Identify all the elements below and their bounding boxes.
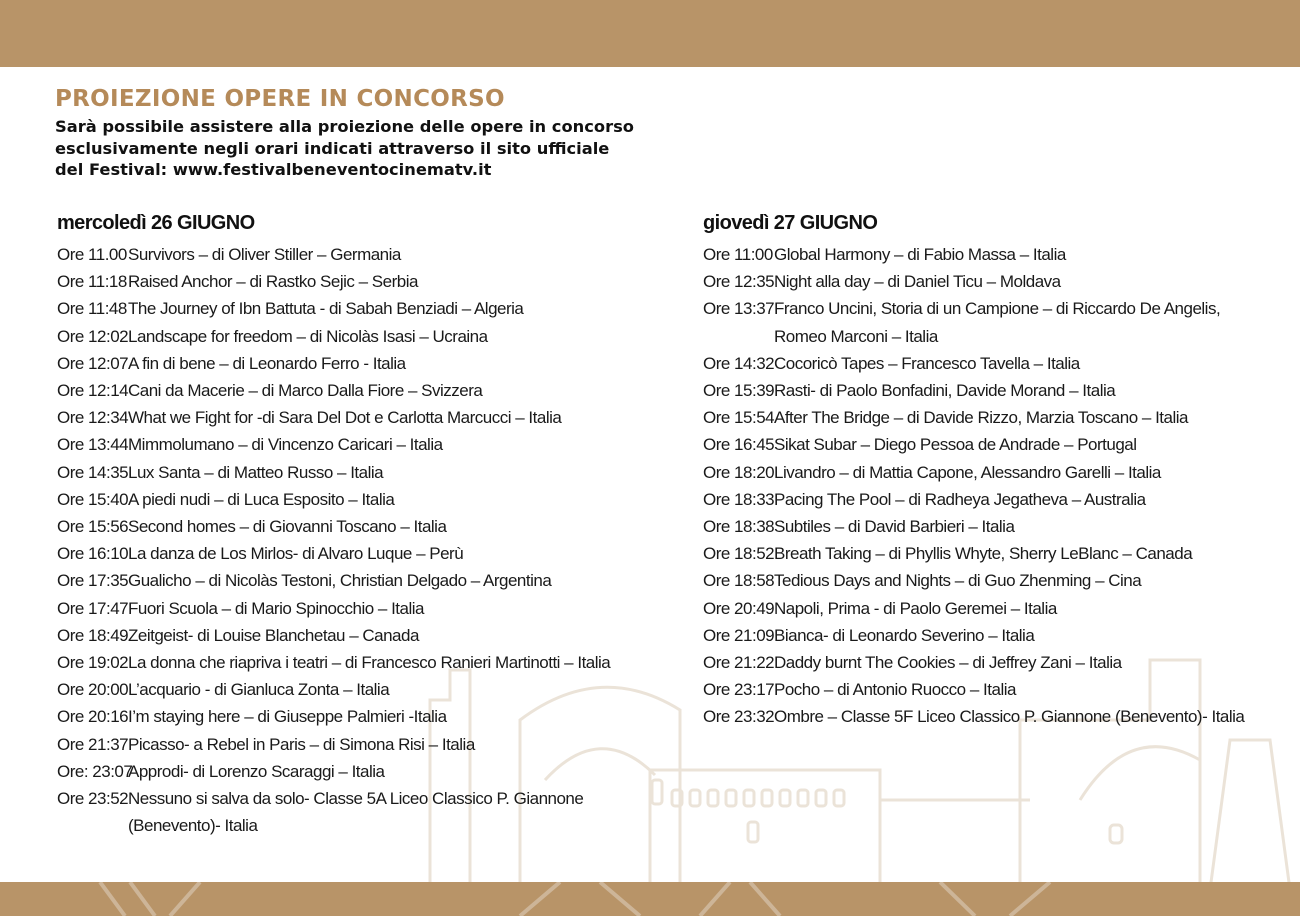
screening-time: Ore 23:17 <box>703 680 775 700</box>
schedule-row <box>57 649 657 676</box>
schedule-row <box>703 649 1263 676</box>
section-title: PROIEZIONE OPERE IN CONCORSO <box>55 86 505 112</box>
screening-time: Ore 11:48 <box>57 299 127 319</box>
screening-time: Ore 21:22 <box>703 653 775 673</box>
screening-time: Ore 11:00 <box>703 245 773 264</box>
screening-film: Pocho – di Antonio Ruocco – Italia <box>774 680 1016 700</box>
screening-film: La donna che riapriva i teatri – di Francesco Ranieri Martinotti – Italia <box>128 653 611 673</box>
screening-time: Ore 12:35 <box>703 272 775 292</box>
screening-film: Rasti- di Paolo Bonfadini, Davide Morand – Italia <box>774 381 1116 401</box>
day-title: mercoledì 26 GIUGNO <box>57 212 255 234</box>
screening-time: Ore 21:09 <box>703 625 775 645</box>
schedule-day-1 <box>57 210 657 839</box>
screening-film: Survivors – di Oliver Stiller – Germania <box>128 245 401 264</box>
schedule-row <box>57 295 657 322</box>
screening-time: Ore 12:34 <box>57 408 129 428</box>
screening-film: Mimmolumano – di Vincenzo Caricari – Italia <box>128 435 443 455</box>
screening-film: Ombre – Classe 5F Liceo Classico P. Giannone (Benevento)- Italia <box>774 707 1245 727</box>
screening-film: What we Fight for -di Sara Del Dot e Carlotta Marcucci – Italia <box>128 408 562 428</box>
schedule-row <box>703 241 1263 268</box>
screening-film: Night alla day – di Daniel Ticu – Moldava <box>774 272 1061 292</box>
screening-time: Ore 11.00 <box>57 245 127 264</box>
screening-time: Ore 14:32 <box>703 353 775 373</box>
top-band <box>0 0 1300 67</box>
schedule-row <box>703 404 1263 431</box>
schedule-row <box>703 540 1263 567</box>
screening-time: Ore 17:47 <box>57 598 129 618</box>
screening-time: Ore 11:18 <box>57 272 127 292</box>
schedule-row <box>703 703 1263 730</box>
screening-film: Global Harmony – di Fabio Massa – Italia <box>774 245 1066 264</box>
schedule-row <box>57 268 657 295</box>
schedule-row <box>57 241 657 268</box>
screening-time: Ore 12:14 <box>57 381 129 401</box>
intro-section <box>55 86 655 181</box>
screening-film: The Journey of Ibn Battuta - di Sabah Benziadi – Algeria <box>128 299 524 319</box>
screening-time: Ore 16:10 <box>57 544 129 564</box>
screening-film: Gualicho – di Nicolàs Testoni, Christian Delgado – Argentina <box>128 571 552 591</box>
schedule-row <box>703 622 1263 649</box>
screening-film: Picasso- a Rebel in Paris – di Simona Risi – Italia <box>128 734 475 754</box>
schedule-row <box>703 676 1263 703</box>
screening-time: Ore 16:45 <box>703 435 775 455</box>
screening-time: Ore 23:32 <box>703 707 775 727</box>
intro-line: Sarà possibile assistere alla proiezione delle opere in concorso <box>55 117 634 136</box>
screening-time: Ore 18:58 <box>703 571 775 591</box>
screening-time: Ore 18:33 <box>703 489 775 509</box>
screening-time: Ore 18:52 <box>703 544 775 564</box>
schedule-row <box>703 513 1263 540</box>
screening-film: Tedious Days and Nights – di Guo Zhenming – Cina <box>774 571 1142 591</box>
screening-film: Livandro – di Mattia Capone, Alessandro Garelli – Italia <box>774 462 1161 482</box>
schedule-row <box>57 567 657 594</box>
schedule-day-2 <box>703 210 1263 731</box>
schedule-row <box>57 676 657 703</box>
screening-film: Approdi- di Lorenzo Scaraggi – Italia <box>128 761 385 781</box>
screening-film: Second homes – di Giovanni Toscano – Italia <box>128 517 447 537</box>
schedule-row <box>57 404 657 431</box>
screening-film: Sikat Subar – Diego Pessoa de Andrade – Portugal <box>774 435 1137 455</box>
screening-time: Ore 18:49 <box>57 625 129 645</box>
schedule-row <box>57 323 657 350</box>
schedule-row <box>57 377 657 404</box>
screening-time: Ore: 23:07 <box>57 761 133 781</box>
schedule-row <box>703 595 1263 622</box>
screening-time: Ore 15:39 <box>703 381 775 401</box>
schedule-row <box>703 295 1263 349</box>
screening-time: Ore 20:16 <box>57 707 129 727</box>
schedule-row <box>57 513 657 540</box>
screening-film: Franco Uncini, Storia di un Campione – di Riccardo De Angelis, Romeo Marconi – Italia <box>774 299 1221 346</box>
screening-time: Ore 12:07 <box>57 353 129 373</box>
screening-film: A piedi nudi – di Luca Esposito – Italia <box>128 489 395 509</box>
screening-film: A fin di bene – di Leonardo Ferro - Italia <box>128 353 406 373</box>
screening-time: Ore 15:40 <box>57 489 129 509</box>
schedule-row <box>703 431 1263 458</box>
bottom-pattern <box>0 882 1300 916</box>
screening-time: Ore 20:49 <box>703 598 775 618</box>
screening-time: Ore 15:56 <box>57 517 129 537</box>
intro-text <box>55 116 655 181</box>
schedule-list <box>57 241 657 839</box>
schedule-row <box>703 377 1263 404</box>
screening-film: Bianca- di Leonardo Severino – Italia <box>774 625 1035 645</box>
screening-time: Ore 12:02 <box>57 326 129 346</box>
screening-film: Lux Santa – di Matteo Russo – Italia <box>128 462 384 482</box>
schedule-row <box>57 595 657 622</box>
screening-film: Nessuno si salva da solo- Classe 5A Liceo Classico P. Giannone (Benevento)- Italia <box>128 789 584 836</box>
screening-film: Napoli, Prima - di Paolo Geremei – Italia <box>774 598 1057 618</box>
schedule-row <box>57 622 657 649</box>
schedule-list <box>703 241 1263 731</box>
screening-film: Raised Anchor – di Rastko Sejic – Serbia <box>128 272 418 292</box>
screening-film: I’m staying here – di Giuseppe Palmieri -Italia <box>128 707 447 727</box>
schedule-row <box>57 540 657 567</box>
screening-film: Cocoricò Tapes – Francesco Tavella – Italia <box>774 353 1080 373</box>
screening-time: Ore 21:37 <box>57 734 129 754</box>
bottom-band <box>0 882 1300 916</box>
screening-time: Ore 18:38 <box>703 517 775 537</box>
screening-time: Ore 18:20 <box>703 462 775 482</box>
screening-film: L’acquario - di Gianluca Zonta – Italia <box>128 680 390 700</box>
screening-time: Ore 14:35 <box>57 462 129 482</box>
screening-time: Ore 23:52 <box>57 789 129 809</box>
screening-time: Ore 19:02 <box>57 653 129 673</box>
schedule-row <box>57 431 657 458</box>
schedule-row <box>703 567 1263 594</box>
schedule-row <box>703 350 1263 377</box>
schedule-row <box>57 486 657 513</box>
schedule-row <box>703 268 1263 295</box>
schedule-row <box>57 459 657 486</box>
screening-film: Zeitgeist- di Louise Blanchetau – Canada <box>128 625 419 645</box>
intro-line: esclusivamente negli orari indicati attraverso il sito ufficiale <box>55 138 610 158</box>
screening-film: Landscape for freedom – di Nicolàs Isasi – Ucraina <box>128 326 488 346</box>
screening-film: Subtiles – di David Barbieri – Italia <box>774 517 1015 537</box>
screening-film: Daddy burnt The Cookies – di Jeffrey Zani – Italia <box>774 653 1122 673</box>
schedule-row <box>57 731 657 758</box>
schedule-row <box>703 459 1263 486</box>
screening-film: Cani da Macerie – di Marco Dalla Fiore – Svizzera <box>128 381 483 401</box>
screening-time: Ore 17:35 <box>57 571 129 591</box>
screening-time: Ore 13:44 <box>57 435 129 455</box>
screening-time: Ore 13:37 <box>703 299 775 319</box>
day-title: giovedì 27 GIUGNO <box>703 212 878 234</box>
intro-line: del Festival: www.festivalbeneventocinematv.it <box>55 160 492 179</box>
screening-film: Pacing The Pool – di Radheya Jegatheva – Australia <box>774 489 1146 509</box>
screening-time: Ore 15:54 <box>703 408 775 428</box>
screening-film: Fuori Scuola – di Mario Spinocchio – Italia <box>128 598 424 618</box>
schedule-row <box>57 703 657 730</box>
screening-film: La danza de Los Mirlos- di Alvaro Luque – Perù <box>128 544 464 564</box>
schedule-row <box>57 350 657 377</box>
screening-film: Breath Taking – di Phyllis Whyte, Sherry LeBlanc – Canada <box>774 544 1193 564</box>
schedule-row <box>57 758 657 785</box>
schedule-row <box>703 486 1263 513</box>
schedule-row <box>57 785 657 839</box>
screening-film: After The Bridge – di Davide Rizzo, Marzia Toscano – Italia <box>774 408 1188 428</box>
screening-time: Ore 20:00 <box>57 680 129 700</box>
